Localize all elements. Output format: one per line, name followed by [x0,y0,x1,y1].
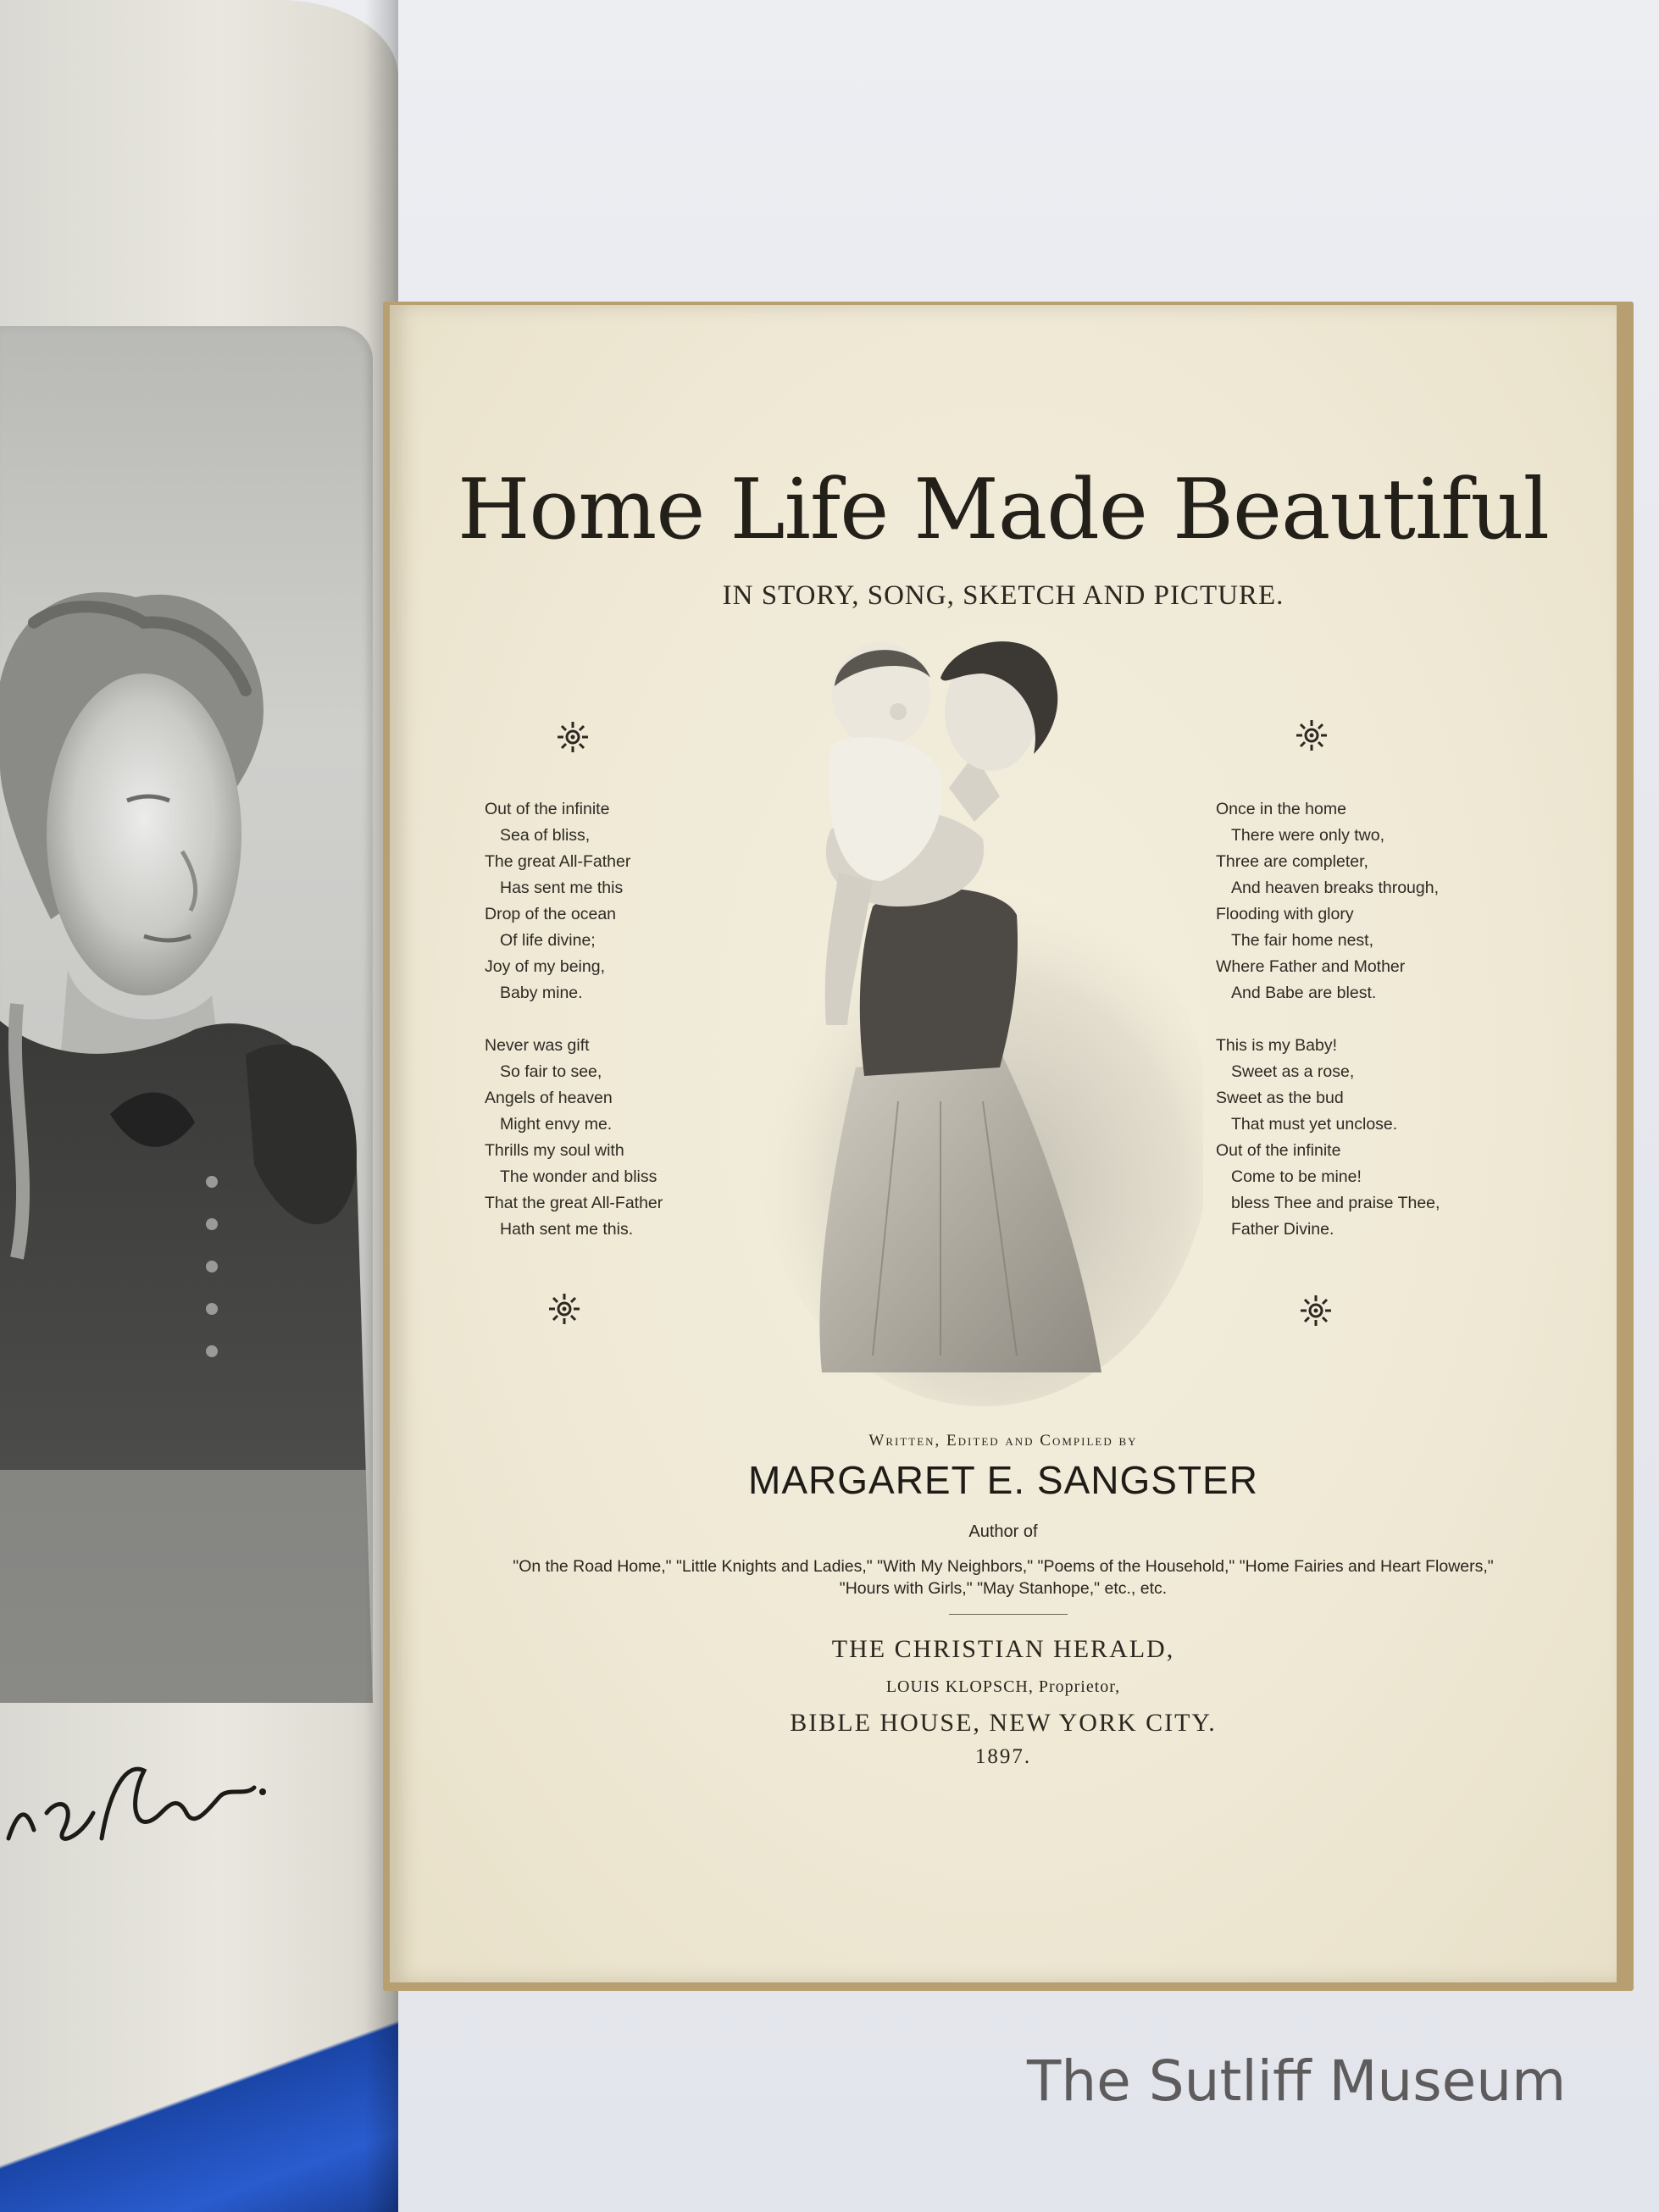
frontispiece-page [0,0,398,2212]
poem-line: Out of the infinite [1216,1141,1341,1160]
poem-line: The wonder and bliss [500,1167,657,1186]
poem-line: Might envy me. [500,1115,613,1134]
sun-ornament-icon [556,720,590,754]
poem-line: There were only two, [1231,826,1384,845]
poem-line: Thrills my soul with [485,1141,624,1160]
poem-right [1216,796,1453,1243]
poem-line: Angels of heaven [485,1089,613,1107]
sun-ornament-icon [1299,1294,1333,1328]
poem-line: bless Thee and praise Thee, [1231,1194,1440,1212]
poem-line: Come to be mine! [1231,1167,1362,1186]
portrait-image [0,326,373,1703]
poem-line: That the great All-Father [485,1194,663,1212]
poem-line: Sweet as a rose, [1231,1062,1355,1081]
poem-line [485,1006,705,1033]
sun-ornament-icon [547,1292,581,1326]
poem-line: Sea of bliss, [500,826,591,845]
poem-line: Of life divine; [500,931,596,950]
divider-rule [949,1614,1068,1615]
poem-line: Joy of my being, [485,957,605,976]
poem-left [485,796,705,1243]
poem-line: Has sent me this [500,879,624,897]
author-of-label: Author of [968,1522,1038,1541]
poem-line: Three are completer, [1216,852,1368,871]
museum-watermark: The Sutliff Museum [1027,2048,1567,2114]
publisher-address: BIBLE HOUSE, NEW YORK CITY. [790,1709,1217,1737]
poem-line: Drop of the ocean [485,905,617,923]
poem-line: So fair to see, [500,1062,602,1081]
poem-line: Baby mine. [500,984,583,1002]
author-signature [0,1711,280,1881]
publication-year: 1897. [974,1745,1032,1768]
poem-line: Flooding with glory [1216,905,1354,923]
poem-line: Never was gift [485,1036,590,1055]
poem-line: Hath sent me this. [500,1220,634,1239]
poem-line: Out of the infinite [485,800,610,818]
poem-line: Once in the home [1216,800,1346,818]
publisher-name: THE CHRISTIAN HERALD, [831,1635,1175,1663]
sun-ornament-icon [1295,718,1329,752]
mother-and-child-illustration [729,627,1203,1406]
author-name: MARGARET E. SANGSTER [748,1458,1258,1502]
book-title: Home Life Made Beautiful [457,462,1550,558]
written-by-line: Written, Edited and Compiled by [868,1432,1138,1450]
poem-line: The fair home nest, [1231,931,1373,950]
proprietor-line: LOUIS KLOPSCH, Proprietor, [885,1677,1121,1696]
poem-line: This is my Baby! [1216,1036,1338,1055]
poem-line: That must yet unclose. [1231,1115,1398,1134]
poem-line: The great All-Father [485,852,631,871]
book-subtitle: IN STORY, SONG, SKETCH AND PICTURE. [722,580,1284,611]
book-cover-edge [0,1958,398,2212]
title-page [390,305,1617,1982]
poem-line: And heaven breaks through, [1231,879,1440,897]
poem-line [1216,1006,1453,1033]
poem-line: Father Divine. [1231,1220,1334,1239]
poem-line: And Babe are blest. [1231,984,1377,1002]
author-portrait [0,326,373,1703]
poem-line: Sweet as the bud [1216,1089,1344,1107]
poem-line: Where Father and Mother [1216,957,1406,976]
previous-works: "On the Road Home," "Little Knights and Ladies," "With My Neighbors," "Poems of the Household," "Home Fairies and Heart Flowers," "Hours with Girls," "May Stanhope," etc., etc. [513,1557,1494,1598]
